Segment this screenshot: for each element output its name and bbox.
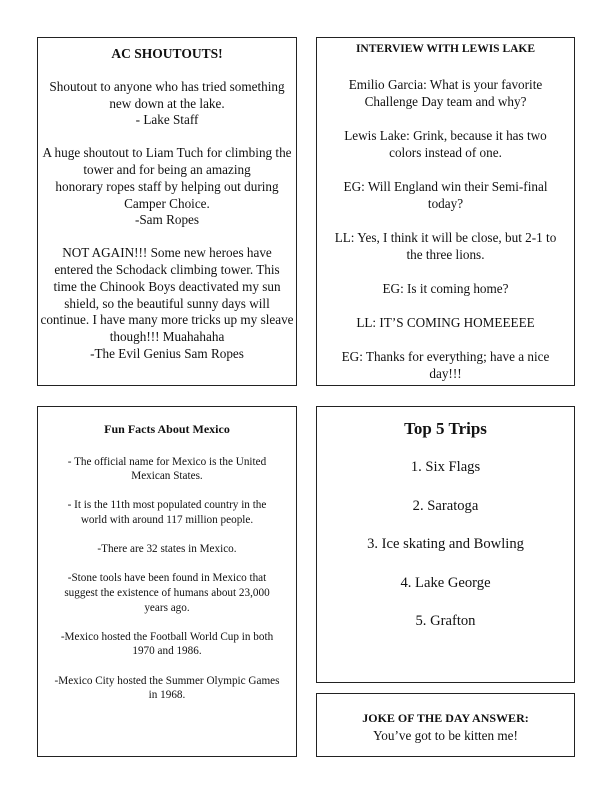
fact-item bbox=[38, 571, 296, 615]
shoutout-paragraph bbox=[38, 79, 296, 129]
interview-line: Challenge Day team and why? bbox=[364, 94, 527, 109]
trip-item: 2. Saratoga bbox=[412, 497, 479, 514]
joke-title: JOKE OF THE DAY ANSWER: bbox=[362, 711, 529, 725]
fact-item bbox=[38, 674, 296, 703]
fact-line: Mexican States. bbox=[131, 470, 203, 483]
interview-exchange bbox=[317, 314, 574, 331]
interview-line: the three lions. bbox=[406, 247, 485, 262]
shoutout-line: though!!! Muahahaha bbox=[109, 329, 225, 345]
joke-answer: You’ve got to be kitten me! bbox=[373, 728, 518, 743]
shoutout-line: new down at the lake. bbox=[109, 95, 225, 111]
fact-line: suggest the existence of humans about 23,000 bbox=[64, 586, 270, 599]
interview-exchange bbox=[317, 127, 574, 161]
fact-line: 1970 and 1986. bbox=[132, 645, 202, 658]
joke-answer-box bbox=[316, 693, 575, 757]
shoutout-signature: -The Evil Genius Sam Ropes bbox=[90, 345, 244, 361]
interview-line: EG: Is it coming home? bbox=[382, 281, 509, 296]
fact-line: years ago. bbox=[144, 601, 190, 614]
shoutout-line: time the Chinook Boys deactivated my sun bbox=[53, 278, 281, 294]
trip-item: 4. Lake George bbox=[400, 574, 491, 591]
interview-exchange bbox=[317, 229, 574, 263]
fact-line: -There are 32 states in Mexico. bbox=[97, 543, 237, 556]
shoutout-line: entered the Schodack climbing tower. This bbox=[54, 261, 280, 277]
shoutout-signature: - Lake Staff bbox=[135, 112, 199, 128]
shoutout-line: Camper Choice. bbox=[124, 195, 210, 211]
fact-line: in 1968. bbox=[148, 689, 186, 702]
fact-item bbox=[38, 542, 296, 557]
shoutout-signature: -Sam Ropes bbox=[134, 212, 200, 228]
fact-line: world with around 117 million people. bbox=[80, 513, 254, 526]
fun-facts-box bbox=[37, 406, 297, 757]
shoutout-line: continue. I have many more tricks up my sleave bbox=[40, 312, 294, 328]
fact-item bbox=[38, 455, 296, 484]
interview-line: LL: Yes, I think it will be close, but 2-1 to bbox=[334, 230, 557, 245]
shoutout-line: honorary ropes staff by helping out during bbox=[55, 178, 279, 194]
fun-facts-title: Fun Facts About Mexico bbox=[104, 422, 230, 436]
interview-exchange bbox=[317, 348, 574, 382]
interview-line: Lewis Lake: Grink, because it has two bbox=[344, 128, 547, 143]
interview-exchange bbox=[317, 178, 574, 212]
shoutout-line: Shoutout to anyone who has tried something bbox=[49, 78, 285, 94]
fact-line: - The official name for Mexico is the United bbox=[67, 455, 267, 468]
shoutouts-title: AC SHOUTOUTS! bbox=[111, 46, 223, 61]
interview-exchange bbox=[317, 280, 574, 297]
interview-line: Emilio Garcia: What is your favorite bbox=[348, 77, 543, 92]
fact-item bbox=[38, 498, 296, 527]
shoutout-paragraph bbox=[37, 245, 297, 363]
shoutout-line: tower and for being an amazing bbox=[83, 161, 251, 177]
fact-line: - It is the 11th most populated country in the bbox=[67, 499, 267, 512]
interview-line: day!!! bbox=[429, 366, 462, 381]
interview-line: EG: Will England win their Semi-final bbox=[343, 179, 548, 194]
top-trips-box bbox=[316, 406, 575, 683]
trip-item: 5. Grafton bbox=[415, 613, 476, 629]
interview-line: LL: IT’S COMING HOMEEEEE bbox=[356, 315, 535, 330]
fact-item bbox=[38, 630, 296, 659]
shoutouts-box bbox=[37, 37, 297, 386]
fact-line: -Stone tools have been found in Mexico that bbox=[67, 572, 267, 585]
top-trips-title: Top 5 Trips bbox=[404, 419, 487, 438]
interview-box bbox=[316, 37, 575, 386]
shoutout-line: NOT AGAIN!!! Some new heroes have bbox=[62, 245, 272, 261]
shoutout-line: shield, so the beautiful sunny days will bbox=[64, 295, 270, 311]
fact-line: -Mexico City hosted the Summer Olympic Games bbox=[54, 674, 280, 687]
interview-line: colors instead of one. bbox=[389, 145, 502, 160]
trip-item: 1. Six Flags bbox=[410, 459, 481, 475]
interview-line: EG: Thanks for everything; have a nice bbox=[341, 349, 550, 364]
shoutout-line: A huge shoutout to Liam Tuch for climbing the bbox=[42, 145, 292, 161]
shoutout-paragraph bbox=[37, 145, 297, 229]
fact-line: -Mexico hosted the Football World Cup in both bbox=[60, 630, 274, 643]
interview-line: today? bbox=[427, 196, 464, 211]
trip-item: 3. Ice skating and Bowling bbox=[367, 536, 524, 552]
interview-title: INTERVIEW WITH LEWIS LAKE bbox=[355, 43, 536, 55]
interview-exchange bbox=[317, 76, 574, 110]
